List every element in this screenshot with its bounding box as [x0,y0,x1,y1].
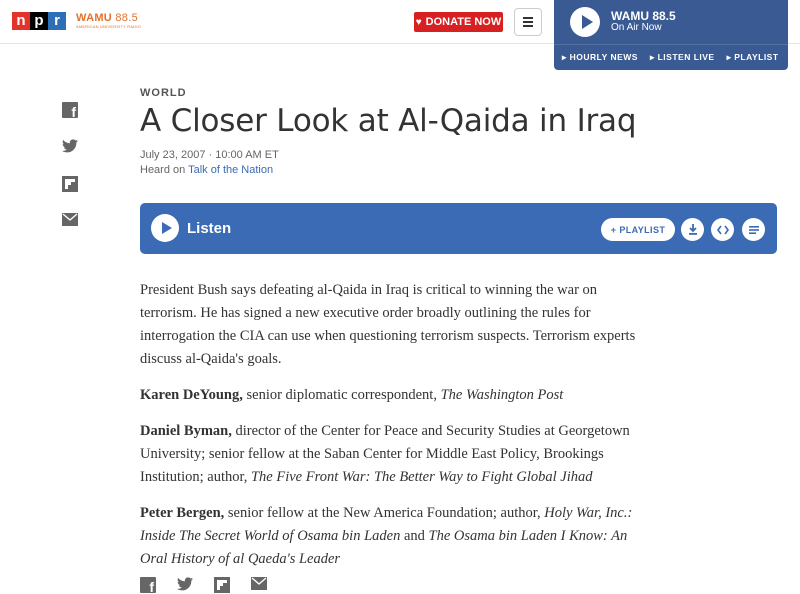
live-play-button[interactable] [570,7,600,37]
station-logo[interactable] [76,12,141,30]
npr-logo-r: r [48,12,66,30]
player-station-name: WAMU 88.5 [611,9,676,23]
station-logo-freq: 88.5 [115,12,138,24]
hamburger-menu-icon [523,17,533,19]
guest-name: Daniel Byman, [140,423,232,439]
download-icon [688,224,698,235]
plus-icon: + [610,224,617,235]
twitter-icon[interactable] [62,139,78,155]
transcript-icon [749,225,759,235]
book-title: Holy War, Inc.: Inside The Secret World of Osama bin Laden [140,505,633,544]
embed-icon [717,225,729,235]
flipboard-icon[interactable] [62,176,78,192]
heart-icon: ♥ [415,16,422,28]
book-title: The Five Front War: The Better Way to Fight Global Jihad [250,469,593,485]
download-button[interactable] [681,218,704,241]
facebook-icon[interactable] [62,102,78,118]
article-dateline: July 23, 2007 · 10:00 AM ET [140,149,279,161]
guest-name: Karen DeYoung, [140,387,243,403]
donate-label: DONATE NOW [425,16,502,28]
facebook-icon[interactable] [140,577,156,593]
playlist-label: PLAYLIST [619,224,666,235]
book-title: The Osama bin Laden I Know: An Oral History of al Qaeda's Leader [140,528,628,567]
player-links [554,44,788,70]
live-player [554,0,788,70]
npr-logo-n: n [12,12,30,30]
playlist-link[interactable]: ▸ PLAYLIST [726,52,779,62]
heard-on [140,164,273,176]
player-status: On Air Now [611,22,662,33]
email-icon[interactable] [62,213,78,229]
bottom-share-tools [140,577,267,593]
heard-on-prefix: Heard on [140,164,189,176]
section-label[interactable]: WORLD [140,87,187,99]
hamburger-menu-button[interactable] [514,8,542,36]
station-tagline: AMERICAN UNIVERSITY RADIO [76,24,141,29]
article-title: A Closer Look at Al-Qaida in Iraq [140,103,637,139]
transcript-button[interactable] [742,218,765,241]
guest-paragraph: Daniel Byman, director of the Center for Peace and Security Studies at Georgetown University; senior fellow at the Saban Center for Middle East Policy, Brookings Institution; author, The Five Front War: The Better Way to Fight Global Jihad [140,423,630,485]
article-body [140,279,650,584]
program-link[interactable]: Talk of the Nation [188,164,274,176]
npr-logo[interactable] [12,12,66,30]
listen-live-link[interactable]: ▸ LISTEN LIVE [649,52,715,62]
embed-button[interactable] [711,218,734,241]
intro-paragraph: President Bush says defeating al-Qaida in Iraq is critical to winning the war on terrorism. He has signed a new executive order broadly outlining the rules for interrogation the CIA can use when questioning terrorism suspects. Terrorism experts discuss al-Qaida's goals. [140,282,636,367]
guest-paragraph: Peter Bergen, senior fellow at the New America Foundation; author, Holy War, Inc.: Inside The Secret World of Osama bin Laden and The Osama bin Laden I Know: An Oral History of al Qaeda's Leader [140,505,633,567]
twitter-icon[interactable] [177,577,193,593]
station-logo-name: WAMU [76,12,113,24]
listen-label: Listen [187,220,232,237]
guest-name: Peter Bergen, [140,505,225,521]
npr-logo-p: p [30,12,48,30]
publication-title: The Washington Post [440,387,564,403]
email-icon[interactable] [251,577,267,593]
add-to-playlist-button[interactable] [601,218,675,241]
audio-listen-bar [140,203,777,254]
audio-play-button[interactable] [151,214,179,242]
side-share-tools [62,102,78,250]
hourly-news-link[interactable]: ▸ HOURLY NEWS [562,52,638,62]
donate-button[interactable] [414,12,503,32]
flipboard-icon[interactable] [214,577,230,593]
guest-paragraph: Karen DeYoung, senior diplomatic correspondent, The Washington Post [140,387,564,403]
